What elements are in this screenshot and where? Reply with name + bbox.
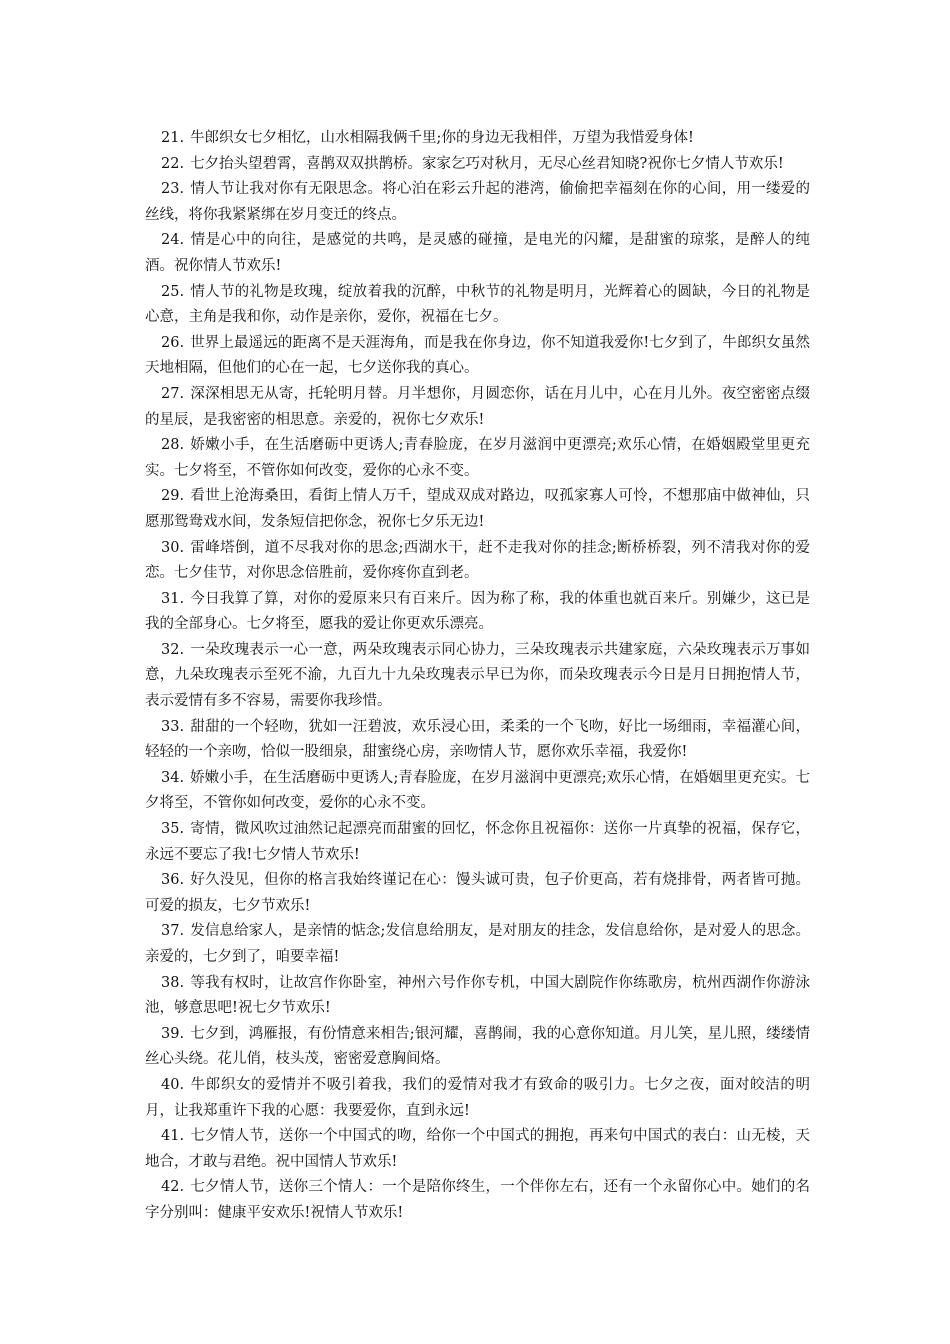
list-item [145,382,810,433]
item-text: 好久没见，但你的格言我始终谨记在心：馒头诚可贵，包子价更高，若有烧排骨，两者皆可抛。可爱的损友，七夕节欢乐! [145,872,810,914]
item-number: 22. [161,155,185,172]
item-number: 36. [161,872,185,889]
list-item [145,177,810,228]
item-number: 23. [161,181,185,198]
item-text: 牛郎织女的爱情并不吸引着我，我们的爱情对我才有致命的吸引力。七夕之夜，面对皎洁的明月，让我郑重许下我的心愿：我要爱你，直到永远! [145,1076,810,1119]
item-number: 35. [161,821,185,838]
item-text: 七夕情人节，送你一个中国式的吻，给你一个中国式的拥抱，再来句中国式的表白：山无棱，天地合，才敢与君绝。祝中国情人节欢乐! [145,1128,810,1170]
item-text: 发信息给家人，是亲情的惦念;发信息给朋友，是对朋友的挂念，发信息给你，是对爱人的思念。亲爱的，七夕到了，咱要幸福! [145,923,810,965]
item-number: 42. [161,1179,185,1196]
list-item [145,152,810,178]
list-item [145,1175,810,1226]
list-item [145,331,810,382]
list-item [145,280,810,331]
item-number: 28. [161,437,185,454]
list-item [145,433,810,484]
list-item [145,919,810,970]
item-text: 寄情，微风吹过油然记起漂亮而甜蜜的回忆，怀念你且祝福你：送你一片真挚的祝福，保存它，永远不要忘了我!七夕情人节欢乐! [145,821,810,863]
item-text: 七夕抬头望碧霄，喜鹊双双拱鹊桥。家家乞巧对秋月，无尽心丝君知晓?祝你七夕情人节欢乐! [190,155,784,172]
item-text: 雷峰塔倒，道不尽我对你的思念;西湖水干，赶不走我对你的挂念;断桥桥裂，列不清我对你的爱恋。七夕佳节，对你思念倍胜前，爱你疼你直到老。 [145,539,810,582]
item-number: 21. [161,130,185,146]
list-item [145,817,810,868]
item-text: 深深相思无从寄，托轮明月替。月半想你，月圆恋你，话在月儿中，心在月儿外。夜空密密点缀的星辰，是我密密的相思意。亲爱的，祝你七夕欢乐! [145,385,810,428]
list-item [145,638,810,715]
item-number: 27. [161,385,185,402]
item-text: 娇嫩小手，在生活磨砺中更诱人;青春脸庞，在岁月滋润中更漂亮;欢乐心情，在婚姻殿堂里更充实。七夕将至，不管你如何改变，爱你的心永不变。 [145,437,810,479]
item-text: 一朵玫瑰表示一心一意，两朵玫瑰表示同心协力，三朵玫瑰表示共建家庭，六朵玫瑰表示万事如意，九朵玫瑰表示至死不渝，九百九十九朵玫瑰表示早已为你，而朵玫瑰表示今日是月日拥抱情人节，表示爱情有多不容易，需要你我珍惜。 [145,641,810,710]
list-item [145,766,810,817]
item-number: 37. [161,923,185,940]
item-number: 25. [161,283,185,300]
item-number: 41. [161,1128,185,1145]
item-number: 39. [161,1025,185,1042]
item-text: 甜甜的一个轻吻，犹如一汪碧波，欢乐浸心田，柔柔的一个飞吻，好比一场细雨，幸福灌心间，轻轻的一个亲吻，恰似一股细泉，甜蜜绕心房，亲吻情人节，愿你欢乐幸福，我爱你! [145,718,810,761]
item-text: 娇嫩小手，在生活磨砺中更诱人;青春脸庞，在岁月滋润中更漂亮;欢乐心情，在婚姻里更充实。七夕将至，不管你如何改变，爱你的心永不变。 [145,769,810,812]
item-number: 24. [161,232,185,249]
item-text: 情人节的礼物是玫瑰，绽放着我的沉醉，中秋节的礼物是明月，光辉着心的圆缺，今日的礼物是心意，主角是我和你，动作是亲你，爱你，祝福在七夕。 [145,283,810,326]
item-text: 牛郎织女七夕相忆，山水相隔我俩千里;你的身边无我相伴，万望为我惜爱身体! [190,130,694,146]
item-text: 看世上沧海桑田，看街上情人万千，望成双成对路边，叹孤家寡人可怜，不想那庙中做神仙，只愿那鸳鸯戏水间，发条短信把你念，祝你七夕乐无边! [145,488,810,530]
item-number: 32. [161,641,185,658]
list-item [145,868,810,919]
document-body [145,126,810,1227]
item-text: 情人节让我对你有无限思念。将心泊在彩云升起的港湾，偷偷把幸福刻在你的心间，用一缕爱的丝线，将你我紧紧绑在岁月变迁的终点。 [145,181,810,223]
item-text: 今日我算了算，对你的爱原来只有百来斤。因为称了称，我的体重也就百来斤。别嫌少，这已是我的全部身心。七夕将至，愿我的爱让你更欢乐漂亮。 [145,590,810,633]
list-item [145,126,810,152]
item-number: 30. [161,539,185,556]
item-text: 等我有权时，让故宫作你卧室，神州六号作你专机，中国大剧院作你练歌房，杭州西湖作你游泳池，够意思吧!祝七夕节欢乐! [145,974,810,1017]
list-item [145,536,810,587]
item-number: 33. [161,718,185,735]
list-item [145,587,810,638]
list-item [145,1022,810,1073]
list-item [145,715,810,766]
list-item [145,1073,810,1124]
item-number: 29. [161,488,185,505]
item-number: 26. [161,334,185,351]
item-number: 40. [161,1076,185,1093]
list-item [145,228,810,279]
list-item [145,1124,810,1175]
item-text: 七夕情人节，送你三个情人：一个是陪你终生，一个伴你左右，还有一个永留你心中。她们的名字分别叫：健康平安欢乐!祝情人节欢乐! [145,1179,810,1221]
item-text: 七夕到，鸿雁报，有份情意来相告;银河耀，喜鹊闹，我的心意你知道。月儿笑，星儿照，缕缕情丝心头绕。花儿俏，枝头茂，密密爱意胸间烙。 [145,1025,810,1068]
item-number: 34. [161,769,185,786]
item-text: 情是心中的向往，是感觉的共鸣，是灵感的碰撞，是电光的闪耀，是甜蜜的琼浆，是醉人的纯酒。祝你情人节欢乐! [145,232,810,274]
list-item [145,484,810,535]
item-number: 38. [161,974,185,991]
item-number: 31. [161,590,185,607]
list-item [145,971,810,1022]
item-text: 世界上最遥远的距离不是天涯海角，而是我在你身边，你不知道我爱你!七夕到了，牛郎织女虽然天地相隔，但他们的心在一起，七夕送你我的真心。 [145,334,810,377]
